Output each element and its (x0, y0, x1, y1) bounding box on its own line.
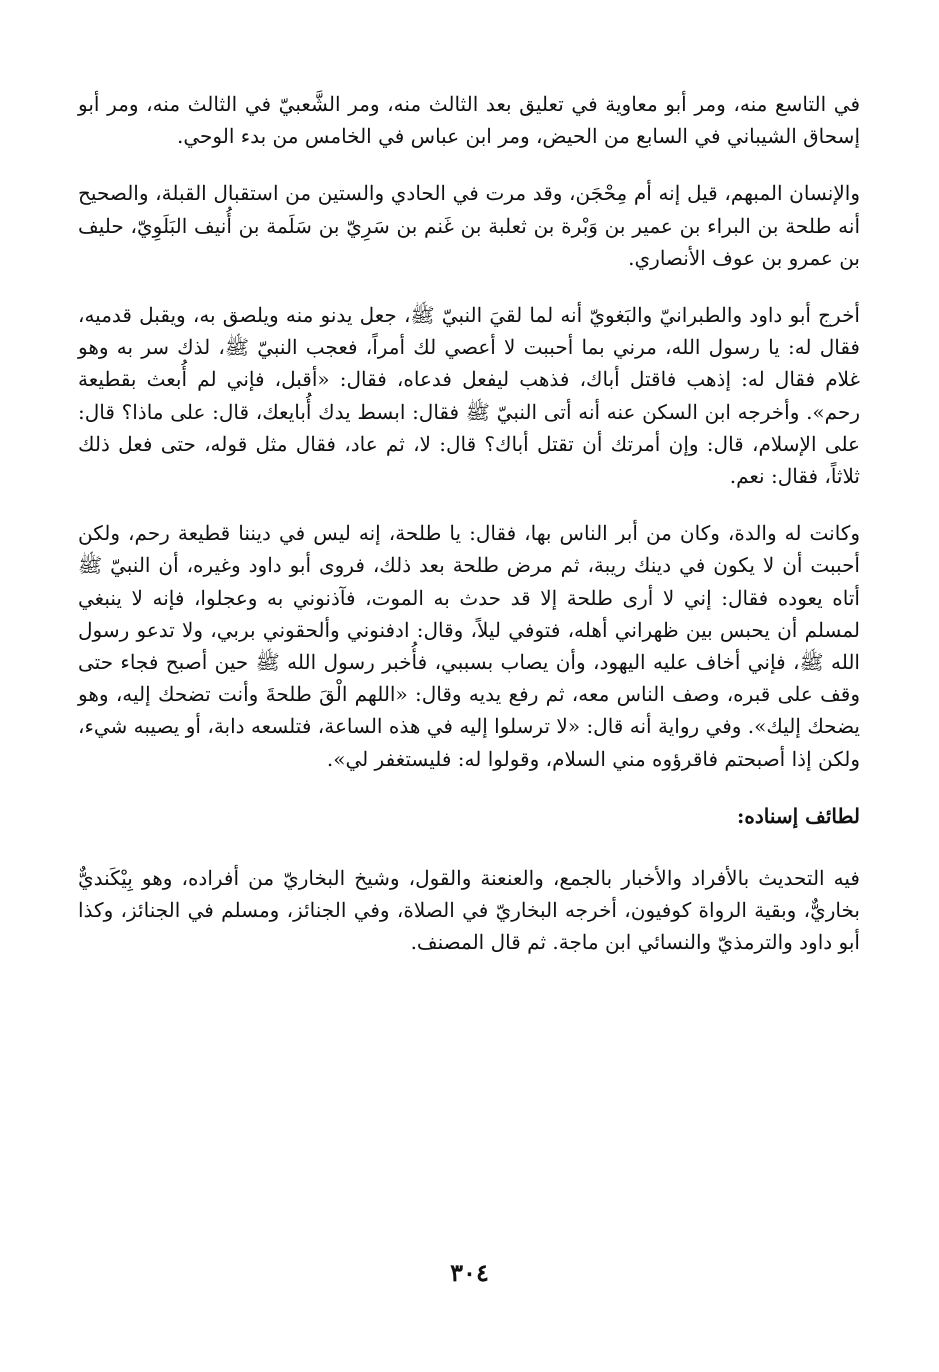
paragraph-talha-mother-death: وكانت له والدة، وكان من أبر الناس بها، فقال: يا طلحة، إنه ليس في ديننا قطيعة رحم، ولكن أحببت أن لا يكون في دينك ريبة، ثم مرض طلحة بعد ذلك، فروى أبو داود وغيره، أن النبيّ ﷺ أتاه يعوده فقال: إني لا أرى طلحة إلا قد حدث به الموت، فآذنوني به وعجلوا، فإنه لا ينبغي لمسلم أن يحبس بين ظهراني أهله، فتوفي ليلاً، وقال: ادفنوني وألحقوني بربي، ولا تدعو رسول الله ﷺ، فإني أخاف عليه اليهود، وأن يصاب بسببي، فأُخبر رسول الله ﷺ حين أصبح فجاء حتى وقف على قبره، وصف الناس معه، ثم رفع يديه وقال: «اللهم الْقَ طلحةَ وأنت تضحك إليه، وهو يضحك إليك». وفي رواية أنه قال: «لا ترسلوا إليه في هذه الساعة، فتلسعه دابة، أو يصيبه شيء، ولكن إذا أصبحتم فاقرؤوه مني السلام، وقولوا له: فليستغفر لي». (78, 521, 860, 771)
page-body (78, 88, 860, 983)
page-number: ٣٠٤ (450, 1258, 489, 1287)
paragraph-talha-hadith: أخرج أبو داود والطبرانيّ والبَغويّ أنه لما لقيَ النبيّ ﷺ، جعل يدنو منه ويلصق به، ويقبل قدميه، فقال له: يا رسول الله، مرني بما أحببت لا أعصي لك أمراً، فعجب النبيّ ﷺ، لذك سر به وهو غلام فقال له: إذهب فاقتل أباك، فذهب ليفعل فدعاه، فقال: «أقبل، فإني لم أُبعث بقطيعة رحم». وأخرجه ابن السكن عنه أنه أتى النبيّ ﷺ فقال: ابسط يدك أُبايعك، قال: على ماذا؟ قال: على الإسلام، قال: وإن أمرتك أن تقتل أباك؟ قال: لا، ثم عاد، فقال مثل قوله، حتى فعل ذلك ثلاثاً، فقال: نعم. (78, 303, 860, 489)
paragraph-chain-notes: فيه التحديث بالأفراد والأخبار بالجمع، والعنعنة والقول، وشيخ البخاريّ من أفراده، وهو بِيْكَنديٌّ بخاريٌّ، وبقية الرواة كوفيون، أخرجه البخاريّ في الصلاة، وفي الجنائز، ومسلم في الجنائز، وكذا أبو داود والترمذيّ والنسائي ابن ماجة. ثم قال المصنف. (78, 865, 860, 955)
section-heading: لطائف إسناده: (736, 803, 860, 828)
paragraph-narrators-references: في التاسع منه، ومر أبو معاوية في تعليق بعد الثالث منه، ومر الشَّعبيّ في الثالث منه، ومر أبو إسحاق الشيباني في السابع من الحيض، ومر ابن عباس في الخامس من بدء الوحي. (78, 92, 860, 149)
paragraph-unnamed-person: والإنسان المبهم، قيل إنه أم مِحْجَن، وقد مرت في الحادي والستين من استقبال القبلة، والصحيح أنه طلحة بن البراء بن عمير بن وَبْرة بن ثعلبة بن غَنم بن سَرِيّ بن سَلَمة بن أُنيف البَلَوِيّ، حليف بن عمرو بن عوف الأنصاري. (78, 181, 860, 270)
